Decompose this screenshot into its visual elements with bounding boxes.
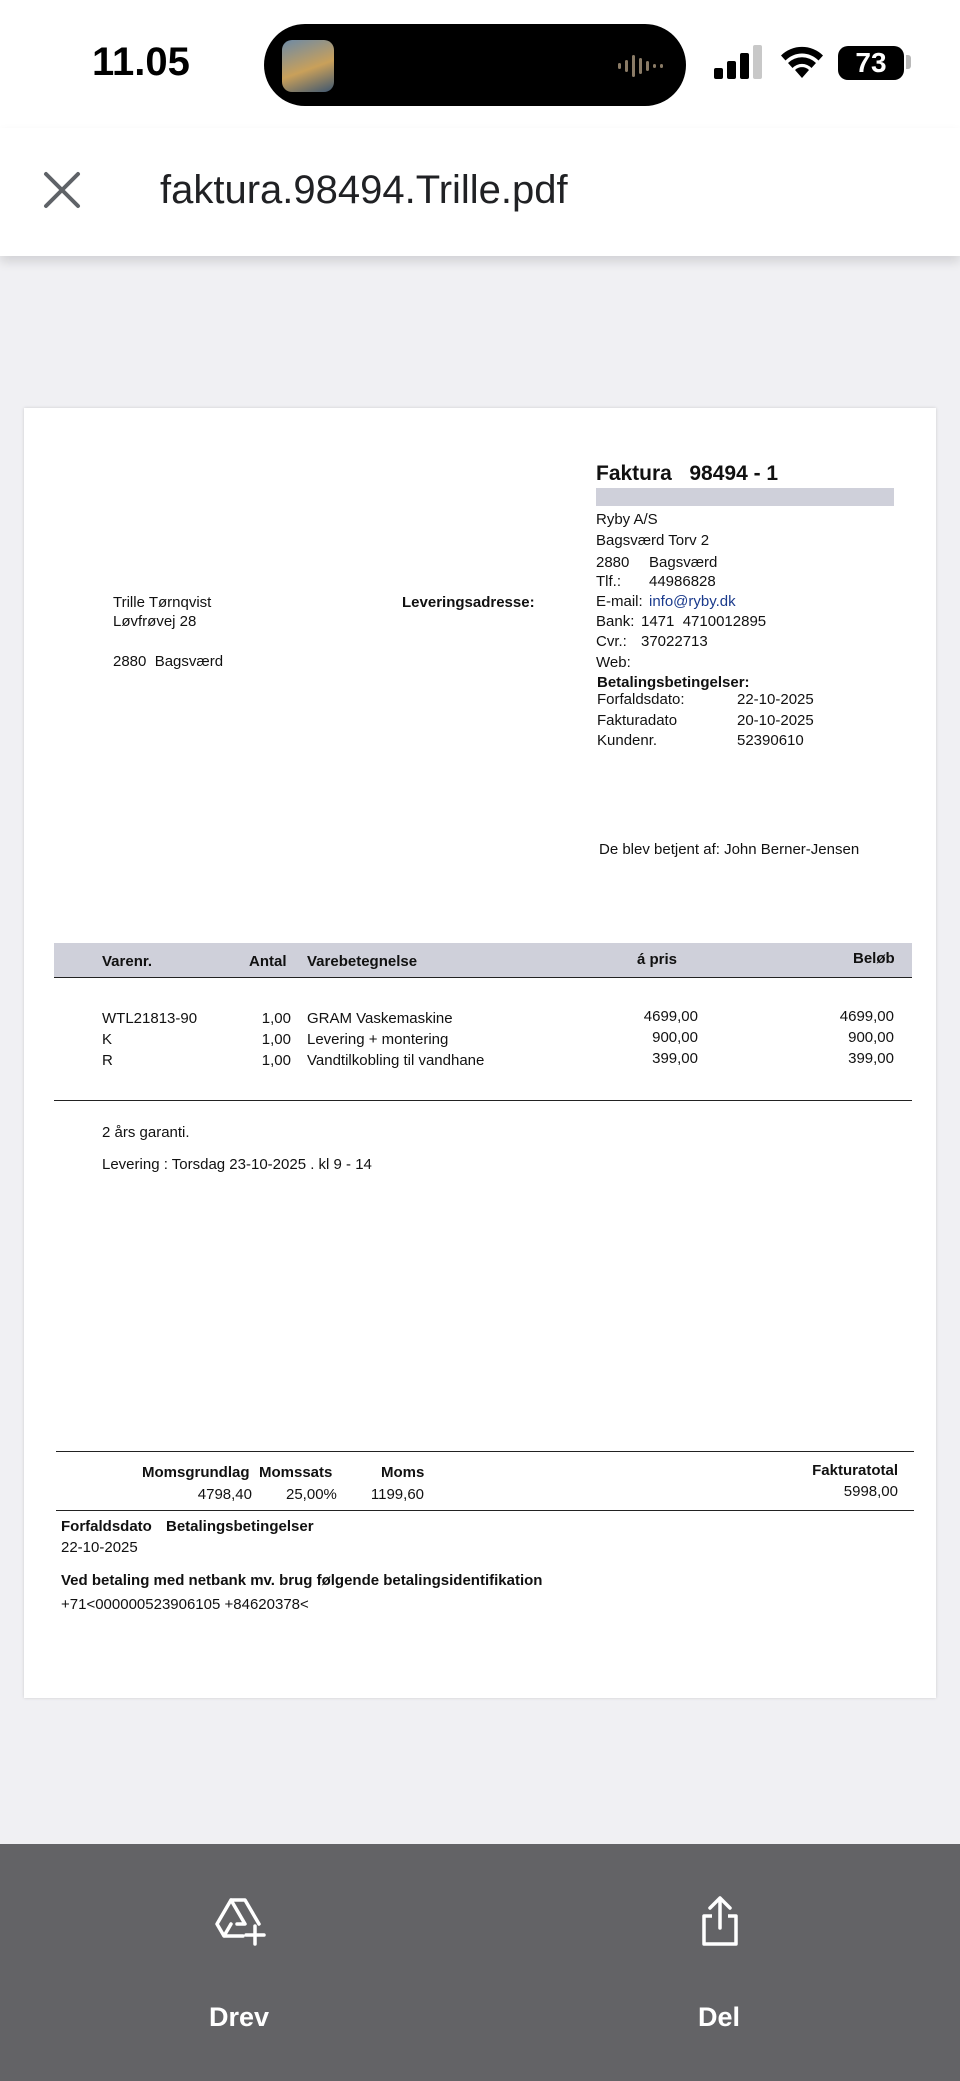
row-item-no: R bbox=[102, 1052, 113, 1069]
terms-heading: Betalingsbetingelser: bbox=[597, 674, 750, 691]
cellular-signal-icon bbox=[714, 44, 764, 80]
seller-street: Bagsværd Torv 2 bbox=[596, 532, 710, 549]
seller-bank: 1471 4710012895 bbox=[641, 613, 767, 630]
customer-name: Trille Tørnqvist bbox=[113, 594, 212, 611]
now-playing-artwork bbox=[282, 40, 334, 92]
vat-base-label: Momsgrundlag bbox=[142, 1464, 250, 1481]
due-date: 22-10-2025 bbox=[737, 691, 814, 708]
seller-email-label: E-mail: bbox=[596, 593, 643, 610]
viewer-header bbox=[0, 128, 960, 256]
totals-top-rule bbox=[56, 1451, 914, 1452]
status-bar bbox=[0, 0, 960, 128]
note-warranty: 2 års garanti. bbox=[102, 1124, 190, 1141]
drive-button[interactable] bbox=[139, 1884, 339, 2032]
seller-bank-label: Bank: bbox=[596, 613, 635, 630]
payment-id-heading: Ved betaling med netbank mv. brug følgende betalingsidentifikation bbox=[61, 1572, 543, 1589]
share-button[interactable] bbox=[619, 1884, 819, 2032]
row-desc: Vandtilkobling til vandhane bbox=[307, 1052, 485, 1069]
customer-no-label: Kundenr. bbox=[597, 732, 658, 749]
seller-email-link[interactable]: info@ryby.dk bbox=[649, 593, 736, 610]
row-qty: 1,00 bbox=[261, 1052, 291, 1069]
share-icon bbox=[698, 1894, 742, 1948]
seller-cvr-label: Cvr.: bbox=[596, 633, 627, 650]
footer-terms-label: Betalingsbetingelser bbox=[166, 1518, 314, 1535]
row-amount: 4699,00 bbox=[839, 1008, 894, 1025]
dynamic-island[interactable] bbox=[264, 24, 686, 106]
row-price: 4699,00 bbox=[643, 1008, 698, 1025]
seller-phone-label: Tlf.: bbox=[596, 573, 621, 590]
audio-waveform-icon bbox=[616, 52, 664, 80]
row-price: 399,00 bbox=[652, 1050, 698, 1067]
invoice-total-label: Fakturatotal bbox=[812, 1462, 898, 1479]
served-by: De blev betjent af: John Berner-Jensen bbox=[599, 841, 860, 858]
row-price: 900,00 bbox=[652, 1029, 698, 1046]
share-label: Del bbox=[697, 2002, 741, 2032]
row-item-no: WTL21813-90 bbox=[102, 1010, 198, 1027]
row-desc: Levering + montering bbox=[307, 1031, 449, 1048]
invoice-title-bar bbox=[596, 488, 894, 506]
customer-no: 52390610 bbox=[737, 732, 804, 749]
row-amount: 900,00 bbox=[848, 1029, 894, 1046]
seller-name: Ryby A/S bbox=[596, 511, 658, 528]
invoice-title: Faktura 98494 - 1 bbox=[596, 462, 779, 485]
seller-web-label: Web: bbox=[596, 654, 631, 671]
battery-cap bbox=[906, 55, 911, 69]
customer-zip-city: 2880 Bagsværd bbox=[113, 653, 224, 670]
invoice-total: 5998,00 bbox=[843, 1483, 898, 1500]
close-icon[interactable] bbox=[40, 168, 84, 212]
row-qty: 1,00 bbox=[261, 1010, 291, 1027]
table-bottom-rule bbox=[54, 1100, 912, 1101]
totals-bottom-rule bbox=[56, 1510, 914, 1511]
drive-label: Drev bbox=[208, 2002, 270, 2032]
col-item-no: Varenr. bbox=[102, 953, 153, 970]
seller-zip: 2880 bbox=[596, 554, 630, 571]
customer-street: Løvfrøvej 28 bbox=[113, 613, 197, 630]
due-date-label: Forfaldsdato: bbox=[597, 691, 685, 708]
battery-indicator: 73 bbox=[838, 46, 904, 80]
pdf-page[interactable] bbox=[24, 408, 936, 1698]
wifi-icon bbox=[780, 44, 824, 80]
vat-rate: 25,00% bbox=[286, 1486, 337, 1503]
note-delivery: Levering : Torsdag 23-10-2025 . kl 9 - 14 bbox=[102, 1156, 372, 1173]
seller-phone: 44986828 bbox=[649, 573, 716, 590]
payment-id: +71<000000523906105 +84620378< bbox=[61, 1596, 309, 1613]
col-price: á pris bbox=[637, 951, 678, 968]
vat-amount: 1199,60 bbox=[370, 1486, 424, 1503]
footer-due-label: Forfaldsdato bbox=[61, 1518, 152, 1535]
row-amount: 399,00 bbox=[848, 1050, 894, 1067]
status-time: 11.05 bbox=[92, 40, 190, 84]
col-amount: Beløb bbox=[853, 950, 895, 967]
items-table-header bbox=[54, 943, 912, 978]
vat-label: Moms bbox=[381, 1464, 425, 1481]
invoice-date-label: Fakturadato bbox=[597, 712, 678, 729]
seller-city: Bagsværd bbox=[649, 554, 718, 571]
file-name: faktura.98494.Trille.pdf bbox=[160, 168, 568, 212]
vat-rate-label: Momssats bbox=[259, 1464, 333, 1481]
drive-add-icon bbox=[213, 1896, 267, 1946]
invoice-date: 20-10-2025 bbox=[737, 712, 814, 729]
col-qty: Antal bbox=[249, 953, 287, 970]
col-desc: Varebetegnelse bbox=[307, 953, 418, 970]
bottom-action-bar bbox=[0, 1844, 960, 2081]
delivery-address-label: Leveringsadresse: bbox=[402, 594, 535, 611]
footer-due-date: 22-10-2025 bbox=[61, 1539, 138, 1556]
seller-cvr: 37022713 bbox=[641, 633, 708, 650]
row-qty: 1,00 bbox=[261, 1031, 291, 1048]
vat-base: 4798,40 bbox=[197, 1486, 252, 1503]
row-item-no: K bbox=[102, 1031, 113, 1048]
row-desc: GRAM Vaskemaskine bbox=[307, 1010, 453, 1027]
